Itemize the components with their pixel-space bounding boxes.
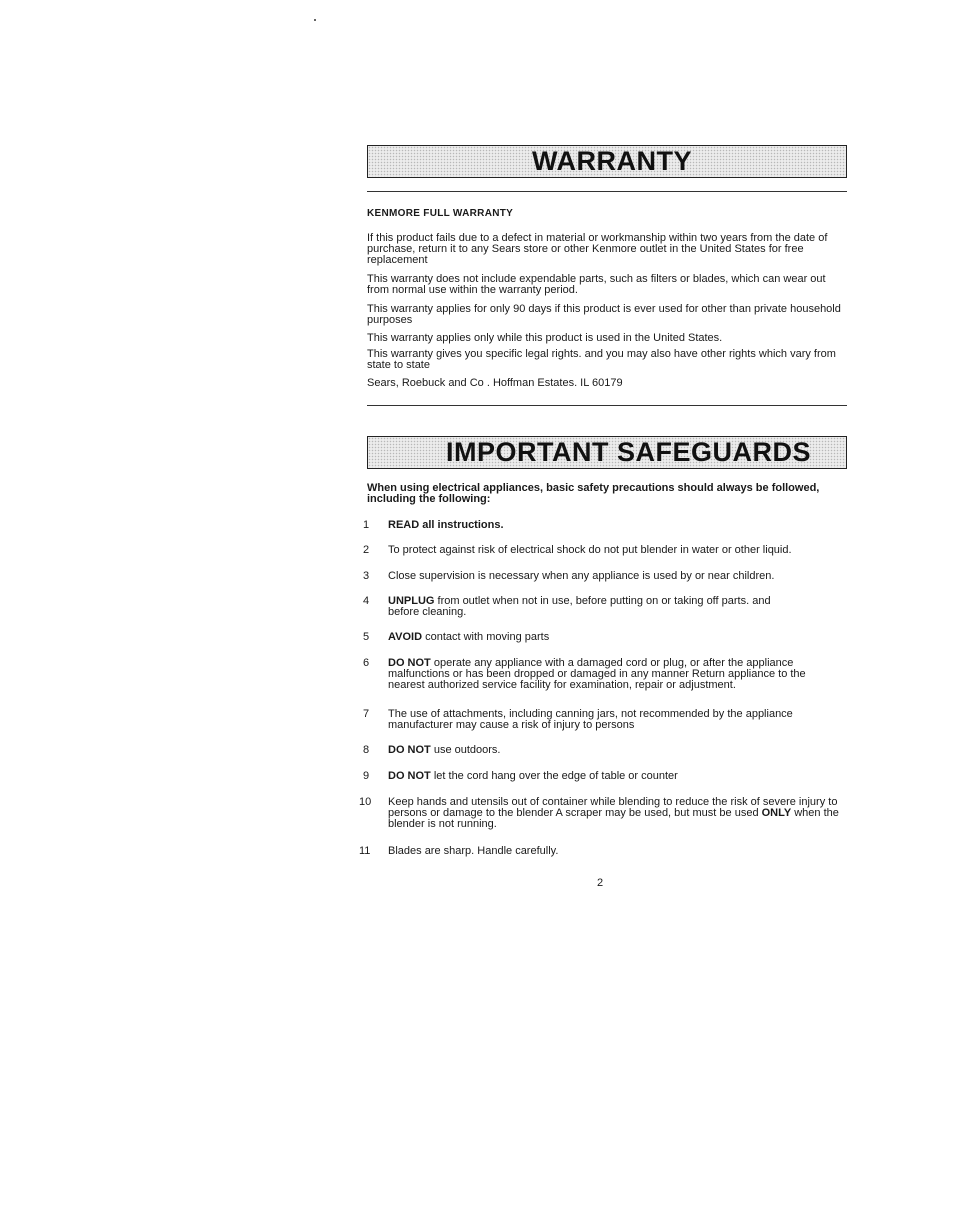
item-text: Keep hands and utensils out of container while blending to reduce the risk of severe injury to persons or damage to the blender A scraper may be used, but must be used <box>388 796 838 819</box>
item-text: The use of attachments, including canning jars, not recommended by the appliance manufacturer may cause a risk of injury to persons <box>388 708 793 731</box>
safeguard-item-7 <box>363 709 845 731</box>
item-number: 6 <box>363 657 370 669</box>
section-divider <box>367 405 847 406</box>
item-text: operate any appliance with a damaged cord or plug, or after the appliance malfunctions or has been dropped or damaged in any manner Return appliance to the nearest authorized service facility for examination, repair or adjustment. <box>388 657 806 691</box>
warranty-address: Sears, Roebuck and Co . Hoffman Estates. IL 60179 <box>367 377 623 389</box>
item-number: 3 <box>363 570 370 582</box>
warranty-paragraph-4: This warranty applies only while this product is used in the United States. <box>367 332 723 344</box>
item-number: 9 <box>363 770 370 782</box>
warranty-paragraph-3: This warranty applies for only 90 days if this product is ever used for other than private household purposes <box>367 303 841 326</box>
item-number: 4 <box>363 595 370 607</box>
item-number: 7 <box>363 708 370 720</box>
safeguards-intro: When using electrical appliances, basic safety precautions should always be followed, including the following: <box>367 482 820 505</box>
item-number: 11 <box>359 845 371 857</box>
item-number: 1 <box>363 519 370 531</box>
item-bold-text: DO NOT <box>388 744 431 756</box>
warranty-title: WARRANTY <box>532 146 692 176</box>
item-bold-text: ONLY <box>761 807 792 819</box>
safeguard-item-2 <box>363 545 845 556</box>
item-number: 8 <box>363 744 370 756</box>
page-number: 2 <box>597 877 604 889</box>
item-text: when the blender is not running. <box>388 807 839 830</box>
item-text: use outdoors. <box>430 744 501 756</box>
item-text: from outlet when not in use, before putting on or taking off parts. and before cleaning. <box>388 595 771 618</box>
item-text: Blades are sharp. Handle carefully. <box>388 845 559 857</box>
safeguard-item-10 <box>359 796 845 830</box>
item-number: 2 <box>363 544 370 556</box>
item-bold-text: DO NOT <box>388 657 431 669</box>
item-text: contact with moving parts <box>422 631 550 643</box>
item-text: Close supervision is necessary when any appliance is used by or near children. <box>388 570 775 582</box>
safeguards-title: IMPORTANT SAFEGUARDS <box>446 437 811 467</box>
safeguard-item-6 <box>363 658 845 691</box>
warranty-paragraph-2: This warranty does not include expendable parts, such as filters or blades, which can wear out from normal use within the warranty period. <box>367 273 826 296</box>
safeguard-item-5 <box>363 632 845 643</box>
warranty-subheading: KENMORE FULL WARRANTY <box>367 208 514 219</box>
safeguard-item-1 <box>363 520 845 531</box>
item-number: 5 <box>363 631 370 643</box>
item-bold-text: READ all instructions. <box>388 519 504 531</box>
warranty-paragraph-5: This warranty gives you specific legal rights. and you may also have other rights which vary from state to state <box>367 348 836 371</box>
item-number: 10 <box>359 796 372 808</box>
item-bold-text: DO NOT <box>388 770 431 782</box>
safeguard-item-3 <box>363 571 845 582</box>
warranty-banner <box>367 145 847 178</box>
safeguards-banner <box>367 436 847 469</box>
safeguard-item-11 <box>359 845 845 857</box>
warranty-divider <box>367 191 847 192</box>
item-text: To protect against risk of electrical shock do not put blender in water or other liquid. <box>388 544 792 556</box>
safeguard-item-8 <box>363 745 845 756</box>
safeguard-item-9 <box>363 771 845 782</box>
item-bold-text: AVOID <box>388 631 423 643</box>
safeguard-item-4 <box>363 596 793 618</box>
item-bold-text: UNPLUG <box>388 595 435 607</box>
stray-mark <box>314 19 316 21</box>
item-text: let the cord hang over the edge of table or counter <box>430 770 678 782</box>
warranty-paragraph-1: If this product fails due to a defect in material or workmanship within two years from the date of purchase, return it to any Sears store or other Kenmore outlet in the United States for free replacement <box>367 232 828 266</box>
